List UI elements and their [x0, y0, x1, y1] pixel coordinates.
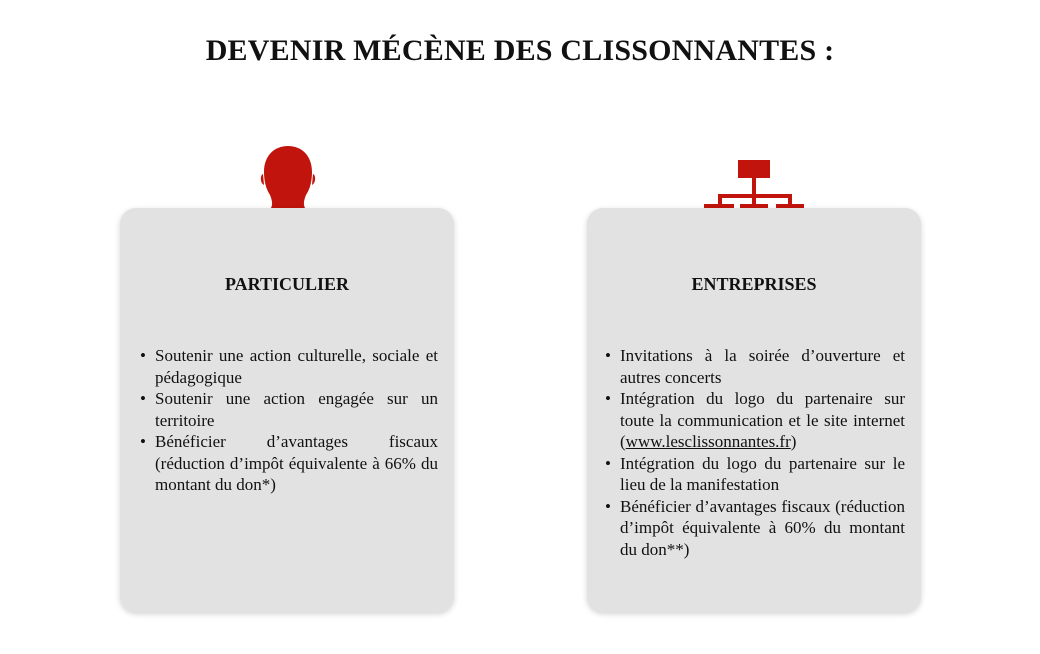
list-item: • Intégration du logo du partenaire sur toute la communication et le site internet (www.lesclissonnantes.fr)	[605, 388, 905, 453]
list-item-text: Intégration du logo du partenaire sur toute la communication et le site internet	[620, 389, 905, 430]
particulier-list	[140, 345, 438, 496]
particulier-card	[120, 208, 454, 612]
website-link[interactable]: www.lesclissonnantes.fr	[625, 432, 791, 451]
list-item: • Soutenir une action culturelle, sociale et pédagogique	[140, 345, 438, 388]
particulier-heading: PARTICULIER	[224, 274, 350, 294]
page-title: DEVENIR MÉCÈNE DES CLISSONNANTES :	[205, 34, 835, 67]
list-item: • Invitations à la soirée d’ouverture et autres concerts	[605, 345, 905, 388]
entreprises-card	[587, 208, 921, 612]
list-item: • Intégration du logo du partenaire sur le lieu de la manifestation	[605, 453, 905, 496]
list-item: • Bénéficier d’avantages fiscaux (réduction d’impôt équivalente à 66% du montant du don*)	[140, 431, 438, 496]
entreprises-list	[605, 345, 905, 560]
list-item: • Bénéficier d’avantages fiscaux (réduction d’impôt équivalente à 60% du montant du don**)	[605, 496, 905, 561]
list-item: • Soutenir une action engagée sur un territoire	[140, 388, 438, 431]
entreprises-heading: ENTREPRISES	[691, 274, 817, 294]
